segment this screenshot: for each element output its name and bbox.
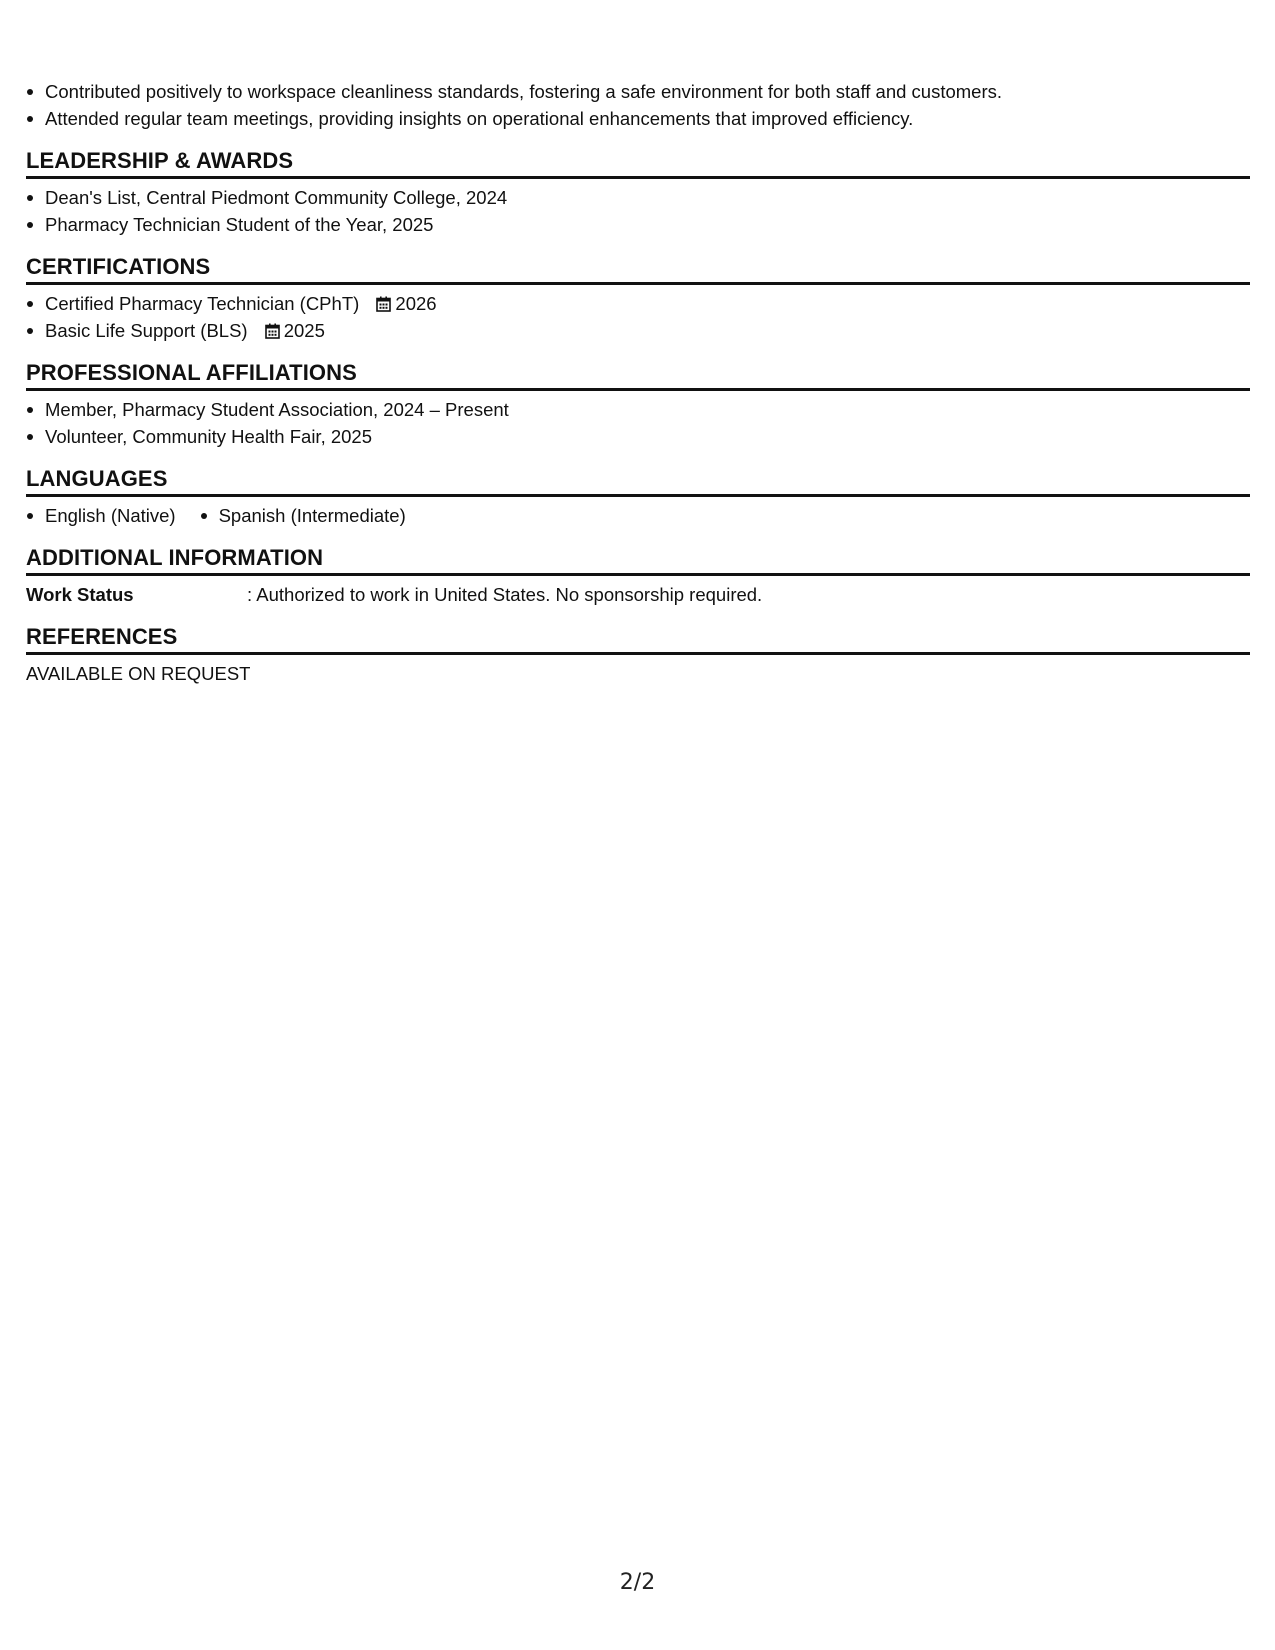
certifications-list — [26, 290, 1250, 344]
certifications-section — [26, 254, 1250, 344]
references-text: AVAILABLE ON REQUEST — [26, 663, 251, 684]
resume-page — [26, 78, 1250, 687]
certification-item — [26, 290, 1250, 317]
references-section — [26, 624, 1250, 687]
certification-item — [26, 317, 1250, 344]
affiliations-section — [26, 360, 1250, 450]
calendar-icon — [265, 319, 280, 346]
experience-bullet-list — [26, 78, 1250, 132]
leadership-item: Pharmacy Technician Student of the Year, 2025 — [26, 211, 1250, 238]
affiliations-list — [26, 396, 1250, 450]
additional-info-heading: ADDITIONAL INFORMATION — [26, 545, 1250, 576]
certification-year: 2025 — [283, 320, 325, 341]
additional-info-section — [26, 545, 1250, 608]
leadership-heading: LEADERSHIP & AWARDS — [26, 148, 1250, 179]
certification-year: 2026 — [395, 293, 437, 314]
languages-heading: LANGUAGES — [26, 466, 1250, 497]
languages-list — [26, 502, 1250, 529]
page-number: 2/2 — [619, 1570, 656, 1595]
leadership-item: Dean's List, Central Piedmont Community College, 2024 — [26, 184, 1250, 211]
work-status-row — [26, 581, 1250, 608]
references-heading: REFERENCES — [26, 624, 1250, 655]
experience-bullet: Contributed positively to workspace cleanliness standards, fostering a safe environment for both staff and customers. — [26, 78, 1250, 105]
certification-name: Certified Pharmacy Technician (CPhT) — [45, 293, 360, 314]
certification-name: Basic Life Support (BLS) — [45, 320, 248, 341]
certifications-heading: CERTIFICATIONS — [26, 254, 1250, 285]
calendar-icon — [376, 292, 391, 319]
work-status-value: : Authorized to work in United States. No sponsorship required. — [247, 584, 763, 605]
language-item: Spanish (Intermediate) — [200, 502, 406, 529]
experience-bullet: Attended regular team meetings, providing insights on operational enhancements that improved efficiency. — [26, 105, 1250, 132]
affiliation-item: Member, Pharmacy Student Association, 2024 – Present — [26, 396, 1250, 423]
affiliation-item: Volunteer, Community Health Fair, 2025 — [26, 423, 1250, 450]
leadership-section — [26, 148, 1250, 238]
affiliations-heading: PROFESSIONAL AFFILIATIONS — [26, 360, 1250, 391]
leadership-list — [26, 184, 1250, 238]
work-status-label: Work Status — [26, 584, 134, 605]
languages-section — [26, 466, 1250, 529]
language-item: English (Native) — [26, 502, 176, 529]
